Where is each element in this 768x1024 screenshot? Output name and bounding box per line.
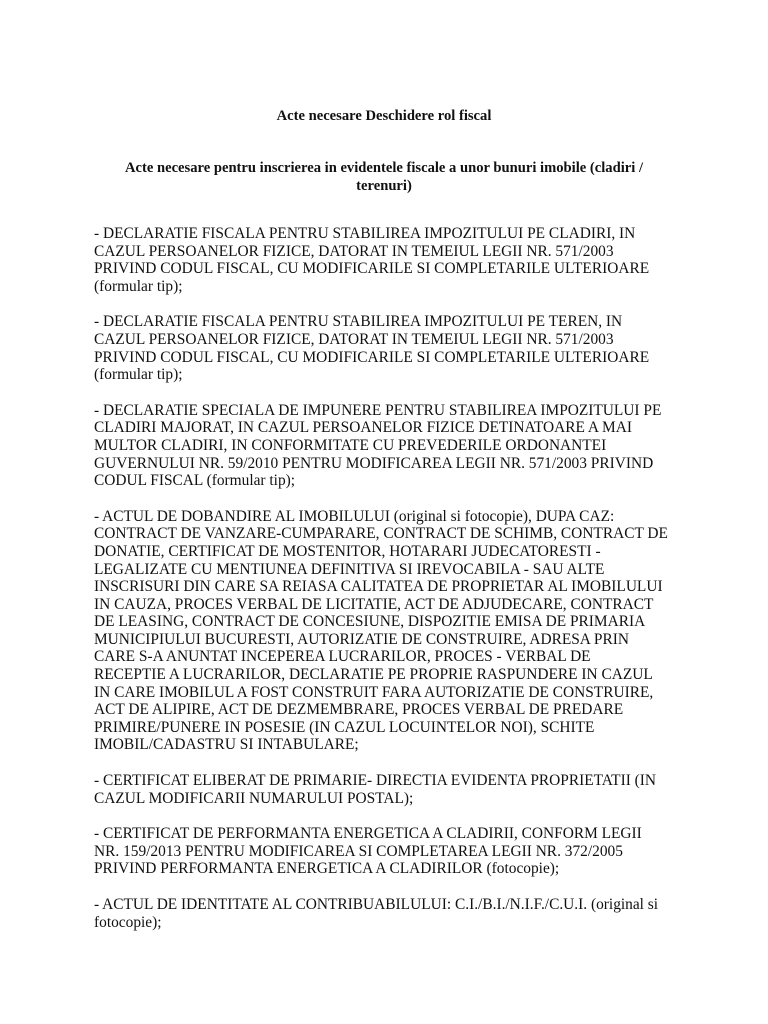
subtitle-line: terenuri)	[356, 178, 412, 194]
paragraph-line: CONTRACT DE VANZARE-CUMPARARE, CONTRACT DE SCHIMB, CONTRACT DE	[94, 525, 668, 543]
document-body	[94, 225, 684, 949]
paragraph-line: - CERTIFICAT ELIBERAT DE PRIMARIE- DIRECTIA EVIDENTA PROPRIETATII (IN	[94, 772, 657, 790]
paragraph-line: IMOBIL/CADASTRU SI INTABULARE;	[94, 736, 359, 754]
paragraph-line: - DECLARATIE FISCALA PENTRU STABILIREA IMPOZITULUI PE TEREN, IN	[94, 313, 623, 331]
paragraph-line: PRIVIND PERFORMANTA ENERGETICA A CLADIRILOR (fotocopie);	[94, 860, 560, 878]
paragraph-line: MUNICIPIULUI BUCURESTI, AUTORIZATIE DE CONSTRUIRE, ADRESA PRIN	[94, 630, 629, 648]
paragraph-line: - DECLARATIE SPECIALA DE IMPUNERE PENTRU STABILIREA IMPOZITULUI PE	[94, 401, 662, 419]
paragraph-line: MULTOR CLADIRI, IN CONFORMITATE CU PREVEDERILE ORDONANTEI	[94, 436, 607, 454]
paragraph-line: IN CAUZA, PROCES VERBAL DE LICITATIE, ACT DE ADJUDECARE, CONTRACT	[94, 595, 654, 613]
paragraph-line: ACT DE ALIPIRE, ACT DE DEZMEMBRARE, PROCES VERBAL DE PREDARE	[94, 701, 624, 719]
paragraph-declaratie-teren	[94, 313, 684, 383]
paragraph-line: - ACTUL DE DOBANDIRE AL IMOBILULUI (original si fotocopie), DUPA CAZ:	[94, 507, 615, 525]
paragraph-line: CARE S-A ANUNTAT INCEPEREA LUCRARILOR, PROCES - VERBAL DE	[94, 648, 591, 666]
paragraph-line: (formular tip);	[94, 277, 183, 295]
paragraph-line: - CERTIFICAT DE PERFORMANTA ENERGETICA A CLADIRII, CONFORM LEGII	[94, 825, 642, 843]
paragraph-line: (formular tip);	[94, 366, 183, 384]
paragraph-declaratie-speciala	[94, 402, 684, 490]
paragraph-declaratie-cladiri	[94, 225, 684, 295]
paragraph-line: LEGALIZATE CU MENTIUNEA DEFINITIVA SI IREVOCABILA - SAU ALTE	[94, 560, 605, 578]
paragraph-line: PRIVIND CODUL FISCAL, CU MODIFICARILE SI COMPLETARILE ULTERIOARE	[94, 260, 650, 278]
paragraph-line: PRIMIRE/PUNERE IN POSESIE (IN CAZUL LOCUINTELOR NOI), SCHITE	[94, 718, 595, 736]
paragraph-line: RECEPTIE A LUCRARILOR, DECLARATIE PE PROPRIE RASPUNDERE IN CAZUL	[94, 666, 653, 684]
subtitle-line: Acte necesare pentru inscrierea in evidentele fiscale a unor bunuri imobile (cladiri /	[124, 160, 643, 176]
paragraph-line: NR. 159/2013 PENTRU MODIFICAREA SI COMPLETAREA LEGII NR. 372/2005	[94, 842, 623, 860]
paragraph-line: - DECLARATIE FISCALA PENTRU STABILIREA IMPOZITULUI PE CLADIRI, IN	[94, 225, 636, 242]
document-title: Acte necesare Deschidere rol fiscal	[276, 108, 492, 124]
document-subtitle	[96, 159, 672, 195]
paragraph-certificat-primarie	[94, 772, 684, 807]
paragraph-act-identitate	[94, 896, 684, 931]
paragraph-line: CODUL FISCAL (formular tip);	[94, 472, 296, 490]
paragraph-certificat-performanta	[94, 825, 684, 878]
paragraph-line: CAZUL MODIFICARII NUMARULUI POSTAL);	[94, 789, 414, 807]
paragraph-act-dobandire	[94, 508, 684, 754]
paragraph-line: IN CARE IMOBILUL A FOST CONSTRUIT FARA AUTORIZATIE DE CONSTRUIRE,	[94, 683, 654, 701]
paragraph-line: GUVERNULUI NR. 59/2010 PENTRU MODIFICAREA LEGII NR. 571/2003 PRIVIND	[94, 454, 654, 472]
paragraph-line: DE LEASING, CONTRACT DE CONCESIUNE, DISPOZITIE EMISA DE PRIMARIA	[94, 613, 646, 631]
paragraph-line: PRIVIND CODUL FISCAL, CU MODIFICARILE SI COMPLETARILE ULTERIOARE	[94, 348, 650, 366]
paragraph-line: - ACTUL DE IDENTITATE AL CONTRIBUABILULUI: C.I./B.I./N.I.F./C.U.I. (original si	[94, 896, 659, 913]
paragraph-line: CAZUL PERSOANELOR FIZICE, DATORAT IN TEMEIUL LEGII NR. 571/2003	[94, 242, 614, 260]
paragraph-line: CLADIRI MAJORAT, IN CAZUL PERSOANELOR FIZICE DETINATOARE A MAI	[94, 419, 632, 437]
paragraph-line: INSCRISURI DIN CARE SA REIASA CALITATEA DE PROPRIETAR AL IMOBILULUI	[94, 578, 663, 596]
paragraph-line: DONATIE, CERTIFICAT DE MOSTENITOR, HOTARARI JUDECATORESTI -	[94, 542, 601, 560]
paragraph-line: CAZUL PERSOANELOR FIZICE, DATORAT IN TEMEIUL LEGII NR. 571/2003	[94, 330, 614, 348]
paragraph-line: fotocopie);	[94, 913, 162, 931]
